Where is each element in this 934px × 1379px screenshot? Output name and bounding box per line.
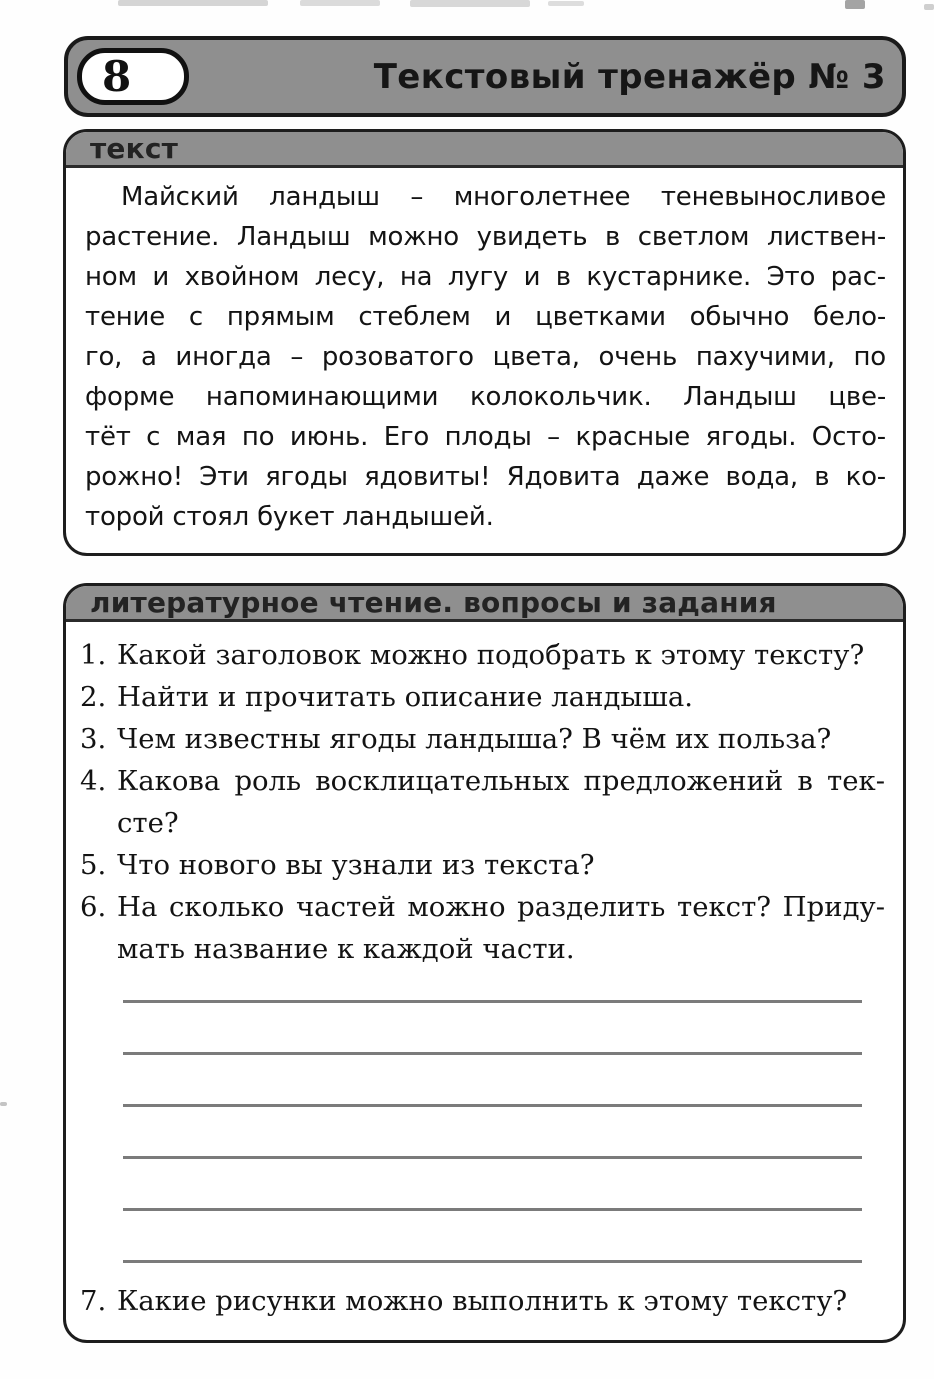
scan-artifact [548,1,584,6]
page-title: Текстовый тренажёр № 3 [373,56,886,97]
scan-artifact [924,4,934,10]
passage-line: тение с прямым стеблем и цветками обычно бело- [85,302,886,332]
question-item [80,886,885,970]
question-text [117,718,885,760]
question-number: 2. [80,681,107,713]
page-number: 8 [102,52,132,101]
scan-artifact [0,1102,7,1106]
writing-lines [123,970,862,1263]
questions-list [80,634,885,970]
question-text [117,676,885,718]
text-section-header-label: текст [90,132,179,165]
question-item [80,634,885,676]
question-text [117,634,885,676]
question-text [117,886,885,970]
question-text [117,844,885,886]
writing-line [123,1107,862,1159]
question-item [80,676,885,718]
writing-line [123,970,862,1003]
scan-artifact [410,0,530,7]
writing-line [123,1055,862,1107]
passage [66,168,903,537]
questions-section [63,583,906,1343]
question-line: Найти и прочитать описание ландыша. [117,681,693,713]
question-item [80,718,885,760]
question-number: 4. [80,765,107,797]
writing-line [123,1211,862,1263]
question-line: Что нового вы узнали из текста? [117,849,595,881]
text-section-header [66,132,903,168]
question-line: Какой заголовок можно подобрать к этому тексту? [117,639,865,671]
passage-line: тёт с мая по июнь. Его плоды – красные ягоды. Осто- [85,422,886,452]
scan-artifact [118,0,268,6]
final-question-container [80,1280,885,1322]
scan-artifact [845,0,865,9]
question-number: 3. [80,723,107,755]
question-item [80,1280,885,1322]
questions-body [66,622,903,1322]
question-line: мать название к каждой части. [117,933,575,965]
passage-line: го, а иногда – розоватого цвета, очень пахучими, по [85,342,886,372]
passage-line: торой стоял букет ландышей. [85,502,494,532]
question-text [117,1280,885,1322]
question-text [117,760,885,844]
question-item [80,760,885,844]
question-line: Какова роль восклицательных предложений в тек- [117,765,885,797]
writing-line [123,1003,862,1055]
question-number: 7. [80,1285,107,1317]
question-number: 6. [80,891,107,923]
question-line: сте? [117,807,179,839]
passage-line: Майский ландыш – многолетнее теневыносливое [121,182,886,212]
question-item [80,844,885,886]
question-line: На сколько частей можно разделить текст? Приду- [117,891,885,923]
text-section [63,129,906,556]
questions-section-header-label: литературное чтение. вопросы и задания [90,586,777,619]
questions-section-header [66,586,903,622]
question-line: Чем известны ягоды ландыша? В чём их польза? [117,723,832,755]
scan-artifact [300,0,380,6]
passage-line: ном и хвойном лесу, на лугу и в кустарнике. Это рас- [85,262,886,292]
question-number: 1. [80,639,107,671]
passage-line: рожно! Эти ягоды ядовиты! Ядовита даже вода, в ко- [85,462,886,492]
writing-line [123,1159,862,1211]
passage-line: форме напоминающими колокольчик. Ландыш цве- [85,382,886,412]
passage-line: растение. Ландыш можно увидеть в светлом листвен- [85,222,886,252]
question-number: 5. [80,849,107,881]
page-number-badge [77,48,189,105]
page-header-bar [64,36,906,117]
question-line: Какие рисунки можно выполнить к этому тексту? [117,1285,848,1317]
